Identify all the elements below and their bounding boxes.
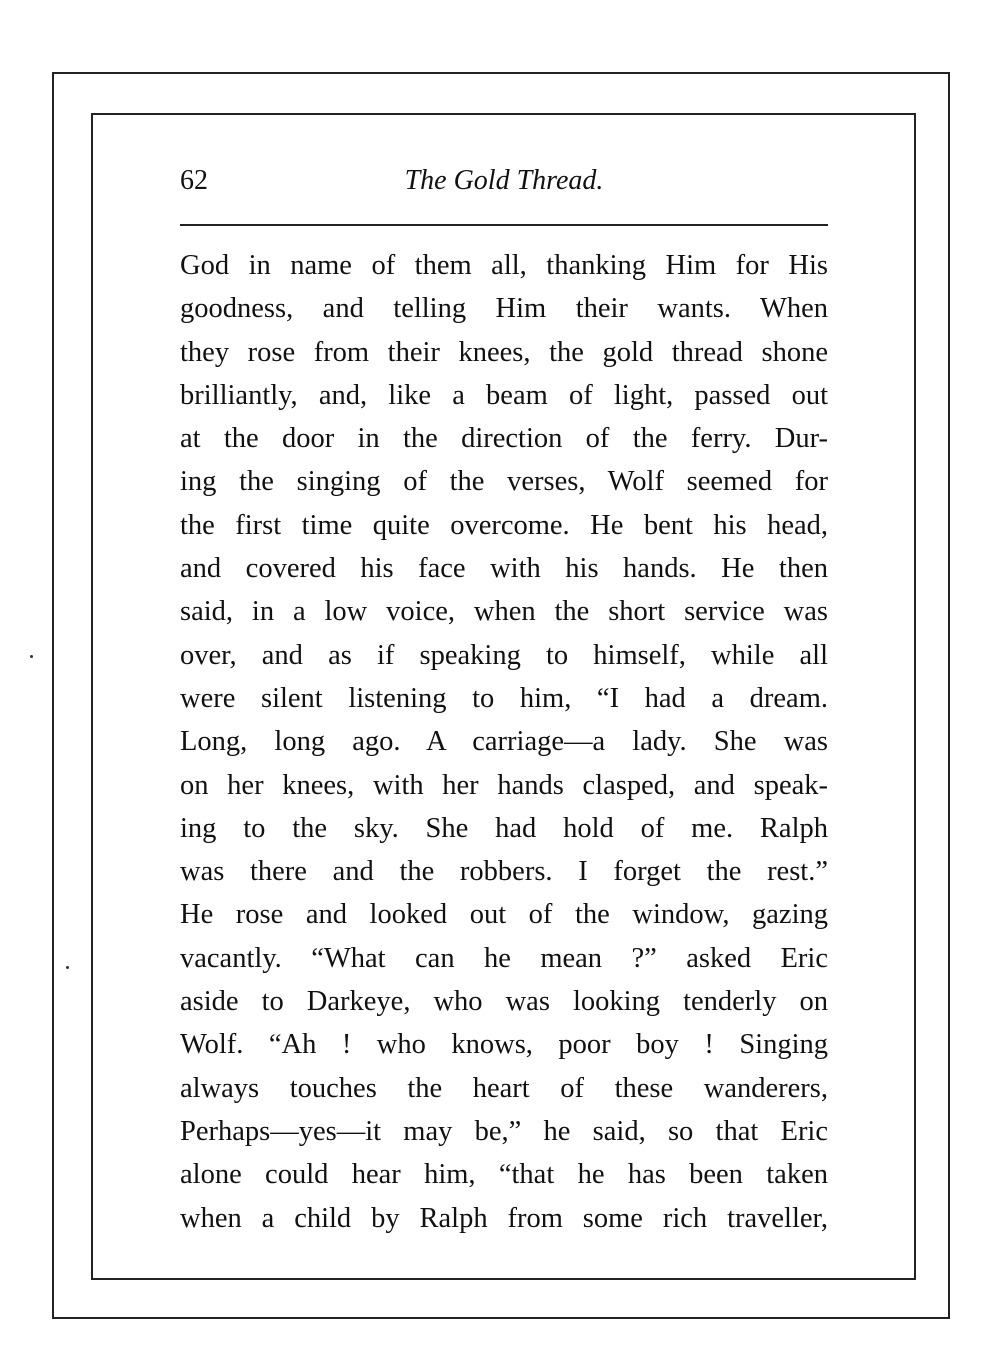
text-line: at the door in the direction of the ferry. Dur- (180, 423, 828, 455)
text-line: they rose from their knees, the gold thread shone (180, 336, 828, 368)
text-line: God in name of them all, thanking Him for His (180, 250, 828, 281)
text-line: always touches the heart of these wanderers, (180, 1072, 828, 1104)
text-line: He rose and looked out of the window, gazing (180, 899, 828, 931)
text-line: vacantly. “What can he mean ?” asked Eric (180, 942, 828, 974)
text-line: was there and the robbers. I forget the rest.” (180, 856, 828, 888)
text-line: alone could hear him, “that he has been taken (180, 1159, 828, 1191)
scan-speck (66, 966, 69, 969)
text-line: said, in a low voice, when the short service was (180, 596, 828, 628)
text-line: over, and as if speaking to himself, while all (180, 639, 828, 671)
text-line: aside to Darkeye, who was looking tenderly on (180, 986, 828, 1018)
text-line: on her knees, with her hands clasped, and speak- (180, 769, 828, 801)
body-text (180, 244, 828, 1240)
scan-speck (30, 655, 33, 658)
text-line: Wolf. “Ah ! who knows, poor boy ! Singing (180, 1029, 828, 1061)
text-line: when a child by Ralph from some rich traveller, (180, 1202, 828, 1234)
text-line: goodness, and telling Him their wants. When (180, 293, 828, 325)
text-line: brilliantly, and, like a beam of light, passed out (180, 379, 828, 411)
text-line: ing the singing of the verses, Wolf seemed for (180, 466, 828, 498)
page-number: 62 (180, 165, 208, 196)
text-line: Perhaps—yes—it may be,” he said, so that Eric (180, 1115, 828, 1147)
text-line: and covered his face with his hands. He then (180, 553, 828, 585)
text-line: ing to the sky. She had hold of me. Ralph (180, 812, 828, 844)
text-line: the first time quite overcome. He bent his head, (180, 509, 828, 541)
header-rule (180, 224, 828, 226)
text-line: were silent listening to him, “I had a dream. (180, 682, 828, 714)
running-title: The Gold Thread. (404, 165, 604, 196)
text-line: Long, long ago. A carriage—a lady. She was (180, 726, 828, 758)
